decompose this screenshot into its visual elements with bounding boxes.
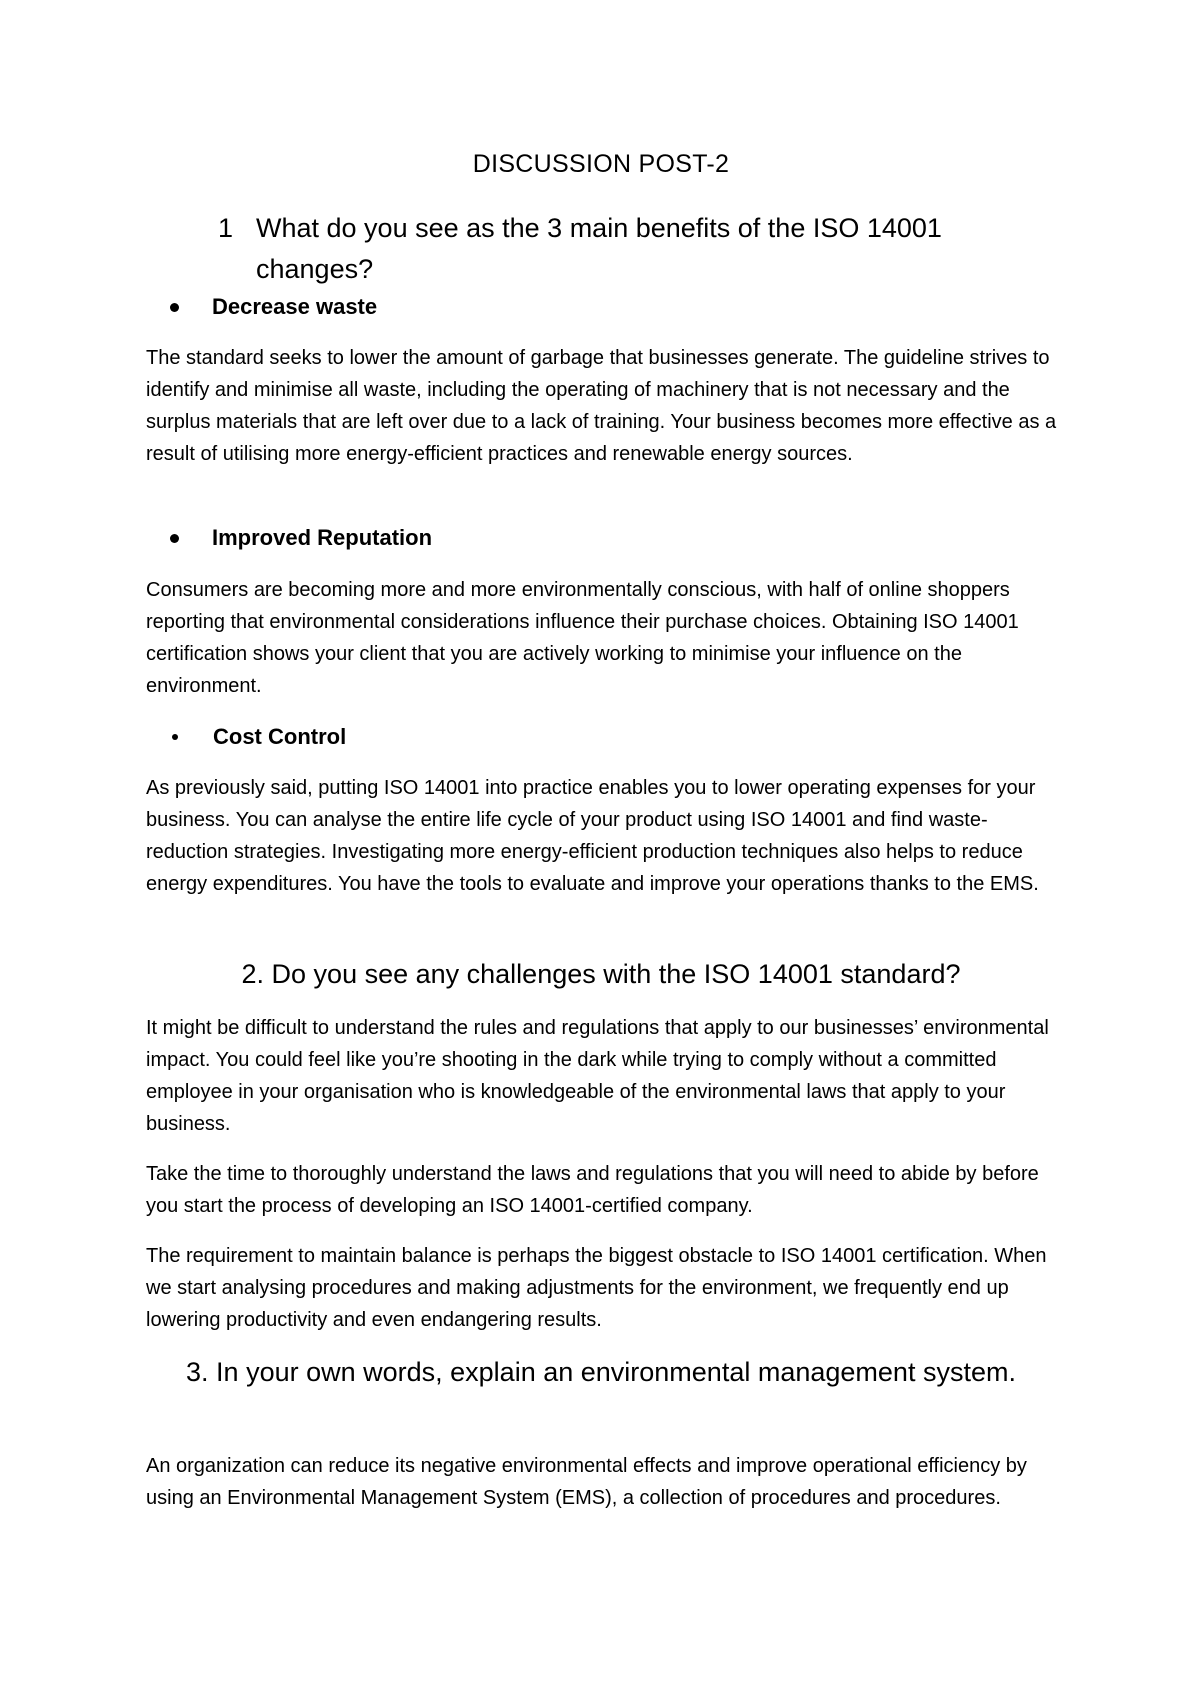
question-1-text: What do you see as the 3 main benefits of the ISO 14001 changes?: [256, 213, 942, 284]
page-title: DISCUSSION POST-2: [472, 150, 730, 178]
question-2-paragraph: It might be difficult to understand the rules and regulations that apply to our businesses’ environmental impact. You could feel like you’re shooting in the dark while trying to comply without a committed employee in your organisation who is knowledgeable of the environmental laws that apply to your business.: [146, 1017, 1049, 1135]
benefit-heading-label: Improved Reputation: [212, 525, 433, 550]
benefit-body-decrease-waste: The standard seeks to lower the amount of garbage that businesses generate. The guideline strives to identify and minimise all waste, including the operating of machinery that is not necessary and the surplus materials that are left over due to a lack of training. Your business becomes more effective as a result of utilising more energy-efficient practices and renewable energy sources.: [146, 347, 1057, 465]
benefit-heading-label: Cost Control: [213, 724, 347, 749]
bullet-icon: [170, 534, 179, 543]
question-2-paragraph: Take the time to thoroughly understand the laws and regulations that you will need to abide by before you start the process of developing an ISO 14001-certified company.: [146, 1163, 1039, 1217]
benefit-heading-decrease-waste: [170, 294, 377, 320]
benefit-body-improved-reputation: Consumers are becoming more and more environmentally conscious, with half of online shoppers reporting that environmental considerations influence their purchase choices. Obtaining ISO 14001 certification shows your client that you are actively working to minimise your influence on the environment.: [146, 579, 1019, 697]
question-3-paragraph: An organization can reduce its negative environmental effects and improve operational efficiency by using an Environmental Management System (EMS), a collection of procedures and procedures.: [146, 1455, 1027, 1509]
question-1-number: 1: [218, 213, 234, 243]
bullet-icon: [170, 303, 179, 312]
question-3-heading: 3. In your own words, explain an environmental management system.: [186, 1357, 1016, 1387]
benefit-heading-improved-reputation: [170, 525, 432, 551]
question-1: [218, 208, 998, 290]
benefit-body-cost-control: As previously said, putting ISO 14001 into practice enables you to lower operating expenses for your business. You can analyse the entire life cycle of your product using ISO 14001 and find waste-reduction strategies. Investigating more energy-efficient production techniques also helps to reduce energy expenditures. You have the tools to evaluate and improve your operations thanks to the EMS.: [146, 777, 1039, 895]
benefit-heading-cost-control: [170, 724, 346, 750]
question-2-paragraph: The requirement to maintain balance is perhaps the biggest obstacle to ISO 14001 certification. When we start analysing procedures and making adjustments for the environment, we frequently end up lowering productivity and even endangering results.: [146, 1245, 1047, 1331]
bullet-icon: [172, 734, 178, 740]
question-2-heading: 2. Do you see any challenges with the ISO 14001 standard?: [241, 959, 961, 989]
benefit-heading-label: Decrease waste: [212, 294, 378, 319]
